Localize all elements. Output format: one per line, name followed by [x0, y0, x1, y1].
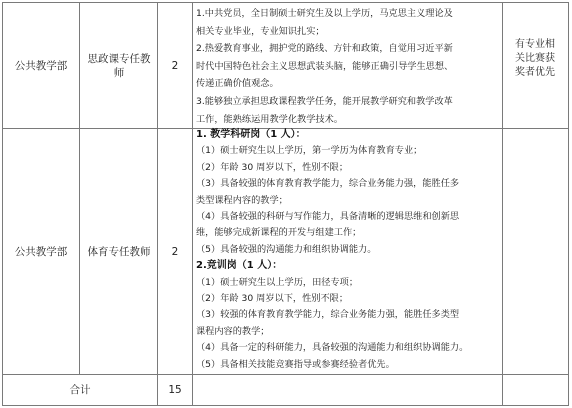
requirement-heading: 2.竞训岗（1 人）： — [196, 260, 283, 272]
requirement-line: 类型课程内容的教学； — [196, 194, 288, 206]
col-divider — [192, 2, 193, 406]
total-label: 合计 — [69, 384, 91, 396]
requirement-line: （1）硕士研究生以上学历，第一学历为体育教育专业； — [196, 145, 423, 157]
note-line: 奖者优先 — [515, 67, 555, 78]
requirement-line: （5）具备相关技能竞赛指导或参赛经验者优先。 — [196, 358, 395, 370]
requirements-cell — [196, 127, 499, 373]
note-line: 有专业相 — [515, 39, 555, 50]
position-cell: 思政课专任教师 — [87, 52, 151, 79]
count-cell: 2 — [171, 59, 179, 72]
total-count: 15 — [168, 384, 182, 396]
position-cell: 体育专任教师 — [87, 245, 151, 258]
requirement-line: （3）具备较强的体育教育教学能力，综合业务能力强，能胜任多 — [196, 178, 460, 190]
requirement-heading: 1. 教学科研岗（1 人）： — [196, 129, 306, 140]
note-line: 关比赛获 — [515, 53, 555, 64]
count-cell: 2 — [171, 245, 179, 258]
requirement-line: 课程内容的教学； — [196, 325, 270, 337]
requirement-line: （3）较强的体育教育教学能力，综合业务能力强，能胜任多类型 — [196, 309, 460, 321]
requirement-line: （2）年龄 30 周岁以下，性别不限； — [196, 161, 349, 173]
table-border-bottom — [2, 405, 569, 406]
requirement-line: 相关专业毕业，专业知识扎实； — [196, 25, 325, 37]
col-divider — [502, 2, 503, 406]
requirement-line: 1.中共党员，全日制硕士研究生及以上学历，马克思主义理论及 — [196, 8, 453, 19]
requirement-line: 3.能够独立承担思政课程教学任务，能开展教学研究和教学改革 — [196, 95, 453, 107]
requirement-line: 维，能够完成新课程的开发与组建工作； — [196, 227, 362, 239]
dept-cell: 公共教学部 — [14, 245, 68, 258]
note-cell — [505, 38, 565, 80]
table-border-right — [568, 2, 569, 406]
dept-cell: 公共教学部 — [14, 59, 68, 72]
requirement-line: （1）硕士研究生以上学历，田径专项； — [196, 276, 359, 288]
requirement-line: （2）年龄 30 周岁以下，性别不限； — [196, 293, 349, 305]
requirement-line: （4）具备较强的科研与写作能力，具备清晰的逻辑思维和创新思 — [196, 211, 460, 223]
col-divider — [79, 2, 80, 374]
requirements-cell — [196, 5, 499, 128]
requirement-line: 2.热爱教育事业，拥护党的路线、方针和政策，自觉用习近平新 — [196, 43, 453, 55]
requirement-line: （4）具备一定的科研能力，具备较强的沟通能力和组织协调能力。 — [196, 342, 469, 354]
requirement-line: 传递正确价值观念。 — [196, 78, 279, 90]
requirement-line: 时代中国特色社会主义思想武装头脑，能够正确引导学生思想、 — [196, 60, 454, 72]
requirement-line: （5）具备较强的沟通能力和组织协调能力。 — [196, 243, 377, 255]
requirement-line: 工作，能熟练运用教学化教学技术。 — [196, 113, 343, 125]
